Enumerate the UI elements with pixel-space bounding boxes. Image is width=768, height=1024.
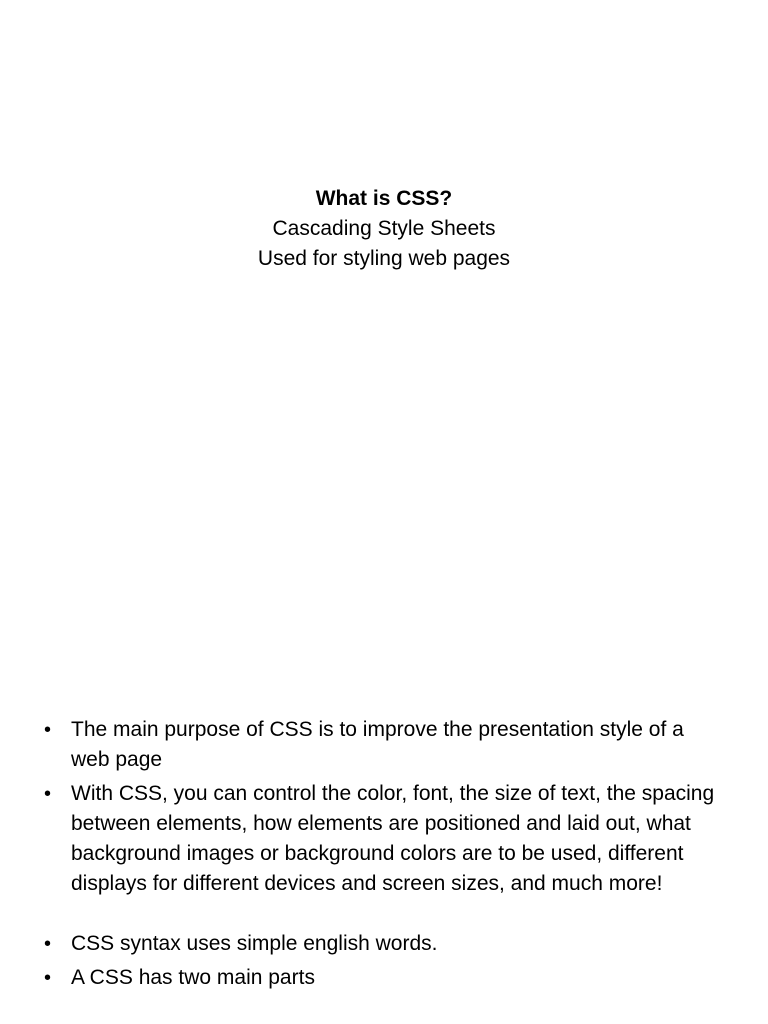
page-title: What is CSS?	[315, 187, 453, 210]
list-item	[0, 963, 768, 993]
list-item-text: With CSS, you can control the color, font, the size of text, the spacing between elements, how elements are positioned and laid out, what background images or background colors are to be used, different displays for different devices and screen sizes, and much more!	[71, 782, 715, 895]
subtitle-line: Cascading Style Sheets	[272, 217, 496, 240]
title-block	[0, 184, 768, 274]
bullet-icon: •	[44, 933, 52, 955]
bullet-icon: •	[44, 967, 52, 989]
list-item	[0, 715, 768, 775]
subtitle-line: Used for styling web pages	[257, 247, 511, 270]
bullet-list	[0, 715, 768, 997]
list-item-text: The main purpose of CSS is to improve the presentation style of a web page	[71, 718, 684, 771]
list-item	[0, 929, 768, 959]
bullet-icon: •	[44, 783, 52, 805]
list-item	[0, 779, 768, 899]
list-item-text: A CSS has two main parts	[71, 966, 315, 989]
bullet-icon: •	[44, 719, 52, 741]
list-item-text: CSS syntax uses simple english words.	[71, 932, 438, 955]
